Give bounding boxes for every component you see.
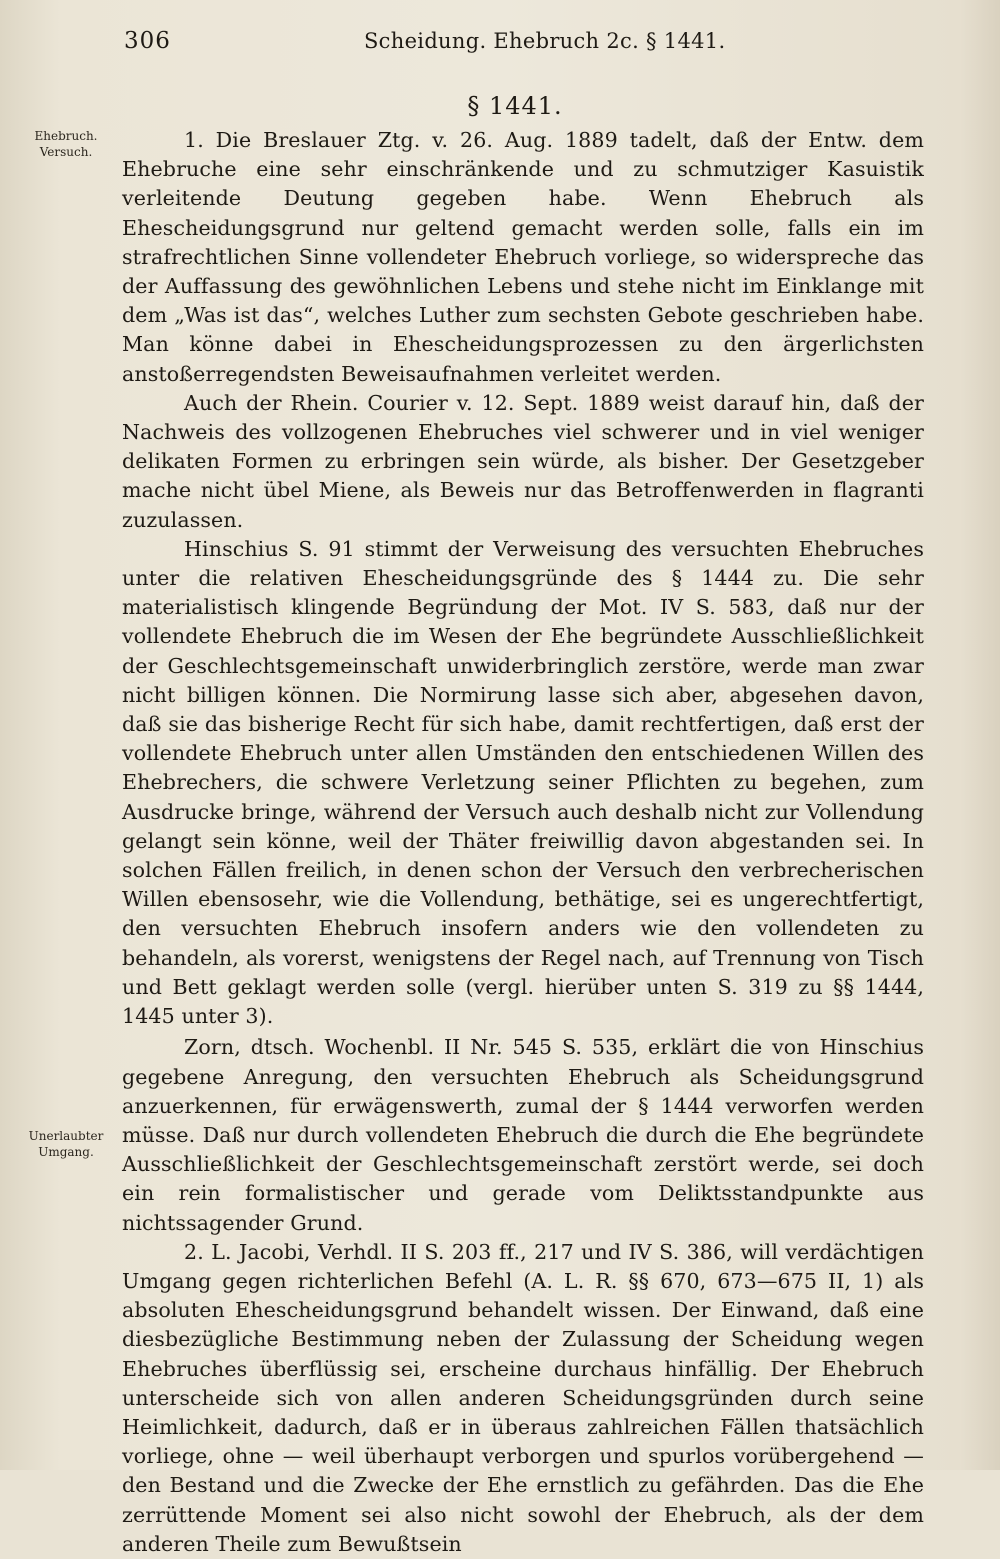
paragraph-rhein-courier: Auch der Rhein. Courier v. 12. Sept. 1889 weist darauf hin, daß der Nachweis des vollzogenen Ehebruches viel schwerer und in viel weniger delikaten Formen zu erbringen sein würde, als bisher. Der Gesetzgeber mache nicht übel Miene, als Beweis nur das Betroffenwerden in flagranti zuzulassen.: [122, 390, 924, 532]
paragraph-breslauer: 1. Die Breslauer Ztg. v. 26. Aug. 1889 tadelt, daß der Entw. dem Ehebruche eine sehr einschränkende und zu schmutziger Kasuistik verleitende Deutung gegeben habe. Wenn Ehebruch als Ehescheidungsgrund nur geltend gemacht werden solle, falls ein im strafrechtlichen Sinne vollendeter Ehebruch vorliege, so widerspreche das der Auffassung des gewöhnlichen Lebens und stehe nicht im Einklange mit dem „Was ist das“, welches Luther zum sechsten Gebote geschrieben habe. Man könne dabei in Ehescheidungsprozessen zu den ärgerlichsten anstoßerregendsten Beweisaufnahmen verleitet werden.: [122, 128, 924, 386]
section-title: § 1441.: [467, 92, 563, 120]
section-heading: [0, 92, 1000, 120]
paragraph-hinschius: Hinschius S. 91 stimmt der Verweisung des versuchten Ehebruches unter die relativen Ehescheidungsgründe des § 1444 zu. Die sehr materialistisch klingende Begründung der Mot. IV S. 583, daß nur der vollendete Ehebruch die im Wesen der Ehe begründete Ausschließlichkeit der Geschlechtsgemeinschaft unwiderbringlich zerstöre, werde man zwar nicht billigen können. Die Normirung lasse sich aber, abgesehen davon, daß sie das bisherige Recht für sich habe, damit rechtfertigen, daß erst der vollendete Ehebruch unter allen Umständen den entschiedenen Willen des Ehebrechers, die schwere Verletzung seiner Pflichten zu begehen, zum Ausdrucke bringe, während der Versuch auch deshalb nicht zur Vollendung gelangt sein könne, weil der Thäter freiwillig davon abgestanden sei. In solchen Fällen freilich, in denen schon der Versuch den verbrecherischen Willen ebensosehr, wie die Vollendung, bethätige, sei es ungerechtfertigt, den versuchten Ehebruch insofern anders wie den vollendeten zu behandeln, als vorerst, wenigstens der Regel nach, auf Trennung von Tisch und Bett geklagt werden solle (vergl. hierüber unten S. 319 zu §§ 1444, 1445 unter 3).: [122, 536, 924, 1029]
page-header: [120, 28, 920, 60]
margin-note-umgang: Unerlaubter Umgang.: [28, 1129, 104, 1159]
body-text: [122, 126, 924, 1559]
paragraph-jacobi: 2. L. Jacobi, Verhdl. II S. 203 ff., 217 und IV S. 386, will verdächtigen Umgang gegen richterlichen Befehl (A. L. R. §§ 670, 673—675 II, 1) als absoluten Ehescheidungsgrund behandelt wissen. Der Einwand, daß eine diesbezügliche Bestimmung neben der Zulassung der Scheidung wegen Ehebruches überflüssig sei, erscheine durchaus hinfällig. Der Ehebruch unterscheide sich von allen anderen Scheidungsgründen durch seine Heimlichkeit, dadurch, daß er in überaus zahlreichen Fällen thatsächlich vorliege, ohne — weil überhaupt verborgen und spurlos vorübergehend — den Bestand und die Zwecke der Ehe ernstlich zu gefährden. Das die Ehe zerrüttende Moment sei also nicht sowohl der Ehebruch, als der dem anderen Theile zum Bewußtsein: [122, 1239, 924, 1556]
running-head: Scheidung. Ehebruch 2c. § 1441.: [364, 29, 726, 53]
paragraph-zorn: Zorn, dtsch. Wochenbl. II Nr. 545 S. 535, erklärt die von Hinschius gegebene Anregung, den versuchten Ehebruch als Scheidungsgrund anzuerkennen, für erwägenswerth, zumal der § 1444 verworfen werden müsse. Daß nur durch vollendeten Ehebruch die durch die Ehe begründete Ausschließlichkeit der Geschlechtsgemeinschaft zerstört werde, sei doch ein rein formalistischer und gerade vom Deliktsstandpunkte aus nichtssagender Grund.: [122, 1035, 924, 1235]
margin-note-versuch: Ehebruch. Versuch.: [34, 129, 98, 159]
page-number: 306: [124, 28, 171, 54]
